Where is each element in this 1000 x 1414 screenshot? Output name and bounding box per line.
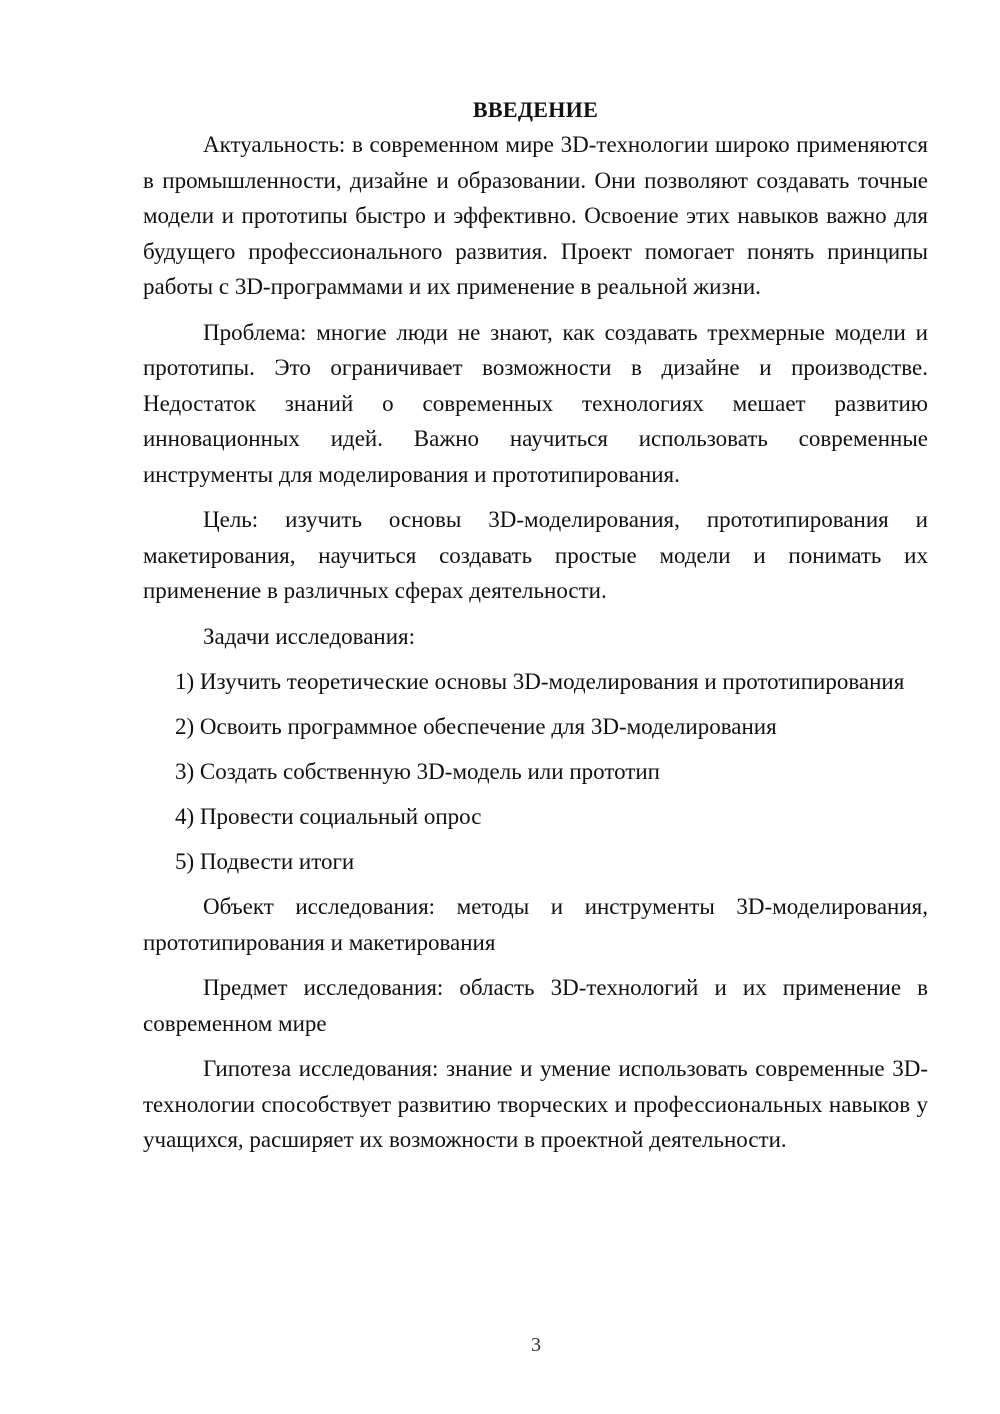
list-item: 5) Подвести итоги: [175, 849, 355, 874]
paragraph-problem: Проблема: многие люди не знают, как создавать трехмерные модели и прототипы. Это ограничивает возможности в дизайне и производстве. Недостаток знаний о современных технологиях мешает развитию инновационных идей. Важно научиться использовать современные инструменты для моделирования и прототипирования.: [143, 319, 928, 487]
paragraph-subject: Предмет исследования: область 3D-технологий и их применение в современном мире: [143, 975, 928, 1036]
document-page: [143, 92, 928, 1168]
page-number: 3: [531, 1334, 541, 1356]
paragraph-object: Объект исследования: методы и инструменты 3D-моделирования, прототипирования и макетирования: [143, 894, 928, 955]
list-item: 1) Изучить теоретические основы 3D-моделирования и прототипирования: [175, 669, 905, 694]
list-item: 4) Провести социальный опрос: [175, 804, 482, 829]
tasks-list: [143, 664, 928, 880]
paragraph-actuality: Актуальность: в современном мире 3D-технологии широко применяются в промышленности, дизайне и образовании. Они позволяют создавать точные модели и прототипы быстро и эффективно. Освоение этих навыков важно для будущего профессионального развития. Проект помогает понять принципы работы с 3D-программами и их применение в реальной жизни.: [143, 132, 928, 299]
tasks-heading: Задачи исследования:: [203, 623, 416, 649]
list-item: 2) Освоить программное обеспечение для 3D-моделирования: [175, 714, 777, 739]
page-title: ВВЕДЕНИЕ: [472, 97, 599, 122]
paragraph-goal: Цель: изучить основы 3D-моделирования, прототипирования и макетирования, научиться создавать простые модели и понимать их применение в различных сферах деятельности.: [143, 507, 928, 603]
list-item: 3) Создать собственную 3D-модель или прототип: [175, 759, 660, 784]
paragraph-hypothesis: Гипотеза исследования: знание и умение использовать современные 3D-технологии способствует развитию творческих и профессиональных навыков у учащихся, расширяет их возможности в проектной деятельности.: [143, 1056, 928, 1152]
